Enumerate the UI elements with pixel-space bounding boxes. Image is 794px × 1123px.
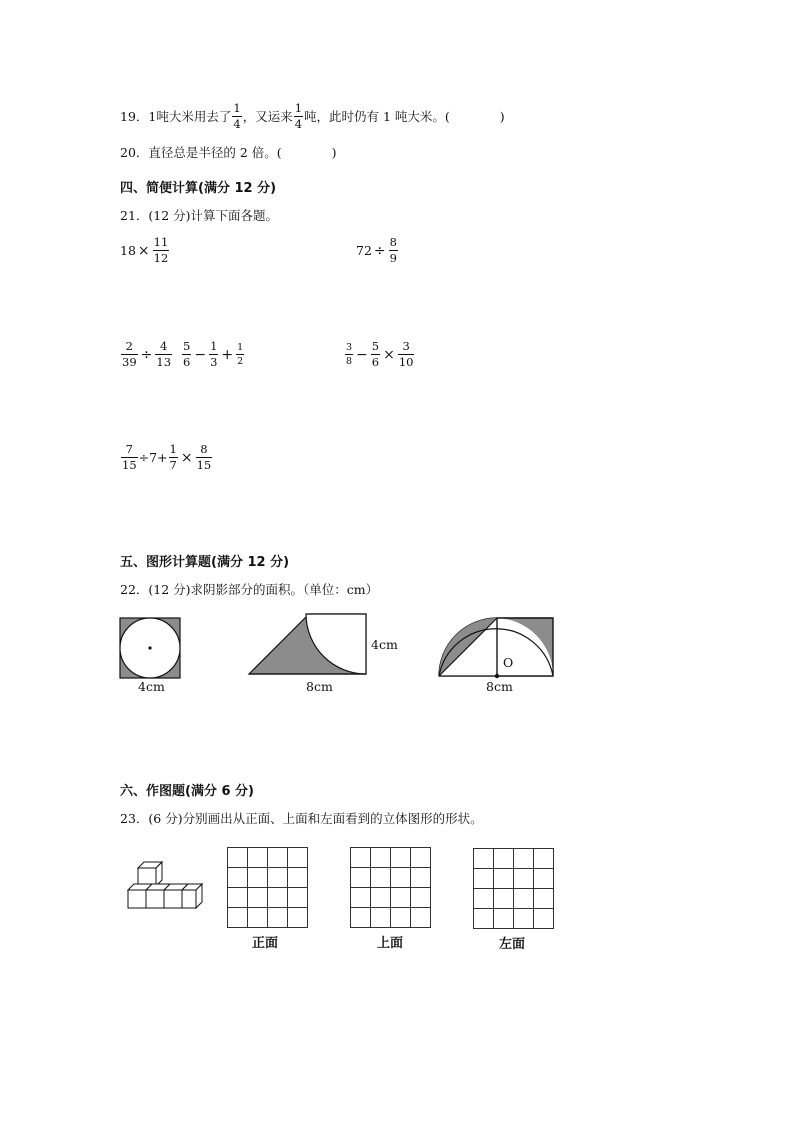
cube-stack-figure xyxy=(126,858,206,914)
figure-trapezoid-quarter-circle xyxy=(246,612,370,678)
q19-fraction-1: $\frac{1}{4}$ xyxy=(233,101,241,131)
figure-square-circle xyxy=(118,616,184,680)
figure2-side-label: 4cm xyxy=(371,637,398,652)
grid-label-top: 上面 xyxy=(377,936,404,951)
expression-1: 18 × $\frac{11}{12}$ xyxy=(120,235,169,265)
q19-text-after: 吨，此时仍有 1 吨大米。( ) xyxy=(304,108,505,124)
section-4-title: 四、简便计算(满分 12 分) xyxy=(120,181,277,196)
grid-label-left: 左面 xyxy=(499,937,526,952)
figure1-label: 4cm xyxy=(138,679,165,694)
q19-fraction-2: $\frac{1}{4}$ xyxy=(294,101,303,131)
figure3-center-label: O xyxy=(503,655,514,670)
expression-2: 72 ÷ $\frac{8}{9}$ xyxy=(356,235,397,265)
grid-label-front: 正面 xyxy=(252,936,279,951)
section-5-title: 五、图形计算题(满分 12 分) xyxy=(120,555,290,570)
expr2-fraction: $\frac{8}{9}$ xyxy=(389,235,397,265)
question-23: 23．(6 分)分别画出从正面、上面和左面看到的立体图形的形状。 xyxy=(120,811,483,826)
figure2-bottom-label: 8cm xyxy=(306,679,333,694)
expression-5: $\frac{7}{15}$ ÷7+ $\frac{1}{7}$ × $\frac{8}{15}$ xyxy=(122,442,212,472)
grid-left-view[interactable] xyxy=(473,848,554,929)
question-19 xyxy=(120,102,505,131)
expression-3: $\frac{2}{39}$ ÷ $\frac{4}{13}$ $\frac{5}{6}$ − $\frac{1}{3}$ + $\frac{1}{2}$ xyxy=(122,339,244,369)
question-21: 21．(12 分)计算下面各题。 xyxy=(120,208,279,223)
question-22: 22．(12 分)求阴影部分的面积。（单位：cm） xyxy=(120,582,379,597)
section-6-title: 六、作图题(满分 6 分) xyxy=(120,784,254,799)
expr1-fraction: $\frac{11}{12}$ xyxy=(153,235,169,265)
question-20: 20．直径总是半径的 2 倍。( ) xyxy=(120,145,337,160)
q19-text-middle: ，又运来 xyxy=(242,108,293,124)
figure-semicircle-rectangle xyxy=(436,616,558,680)
q19-text-before: 19．1吨大米用去了 xyxy=(120,108,232,124)
figure3-bottom-label: 8cm xyxy=(486,679,513,694)
grid-front-view[interactable] xyxy=(227,847,308,928)
grid-top-view[interactable] xyxy=(350,847,431,928)
expression-4: $\frac{3}{8}$ − $\frac{5}{6}$ × $\frac{3}{10}$ xyxy=(346,339,414,369)
